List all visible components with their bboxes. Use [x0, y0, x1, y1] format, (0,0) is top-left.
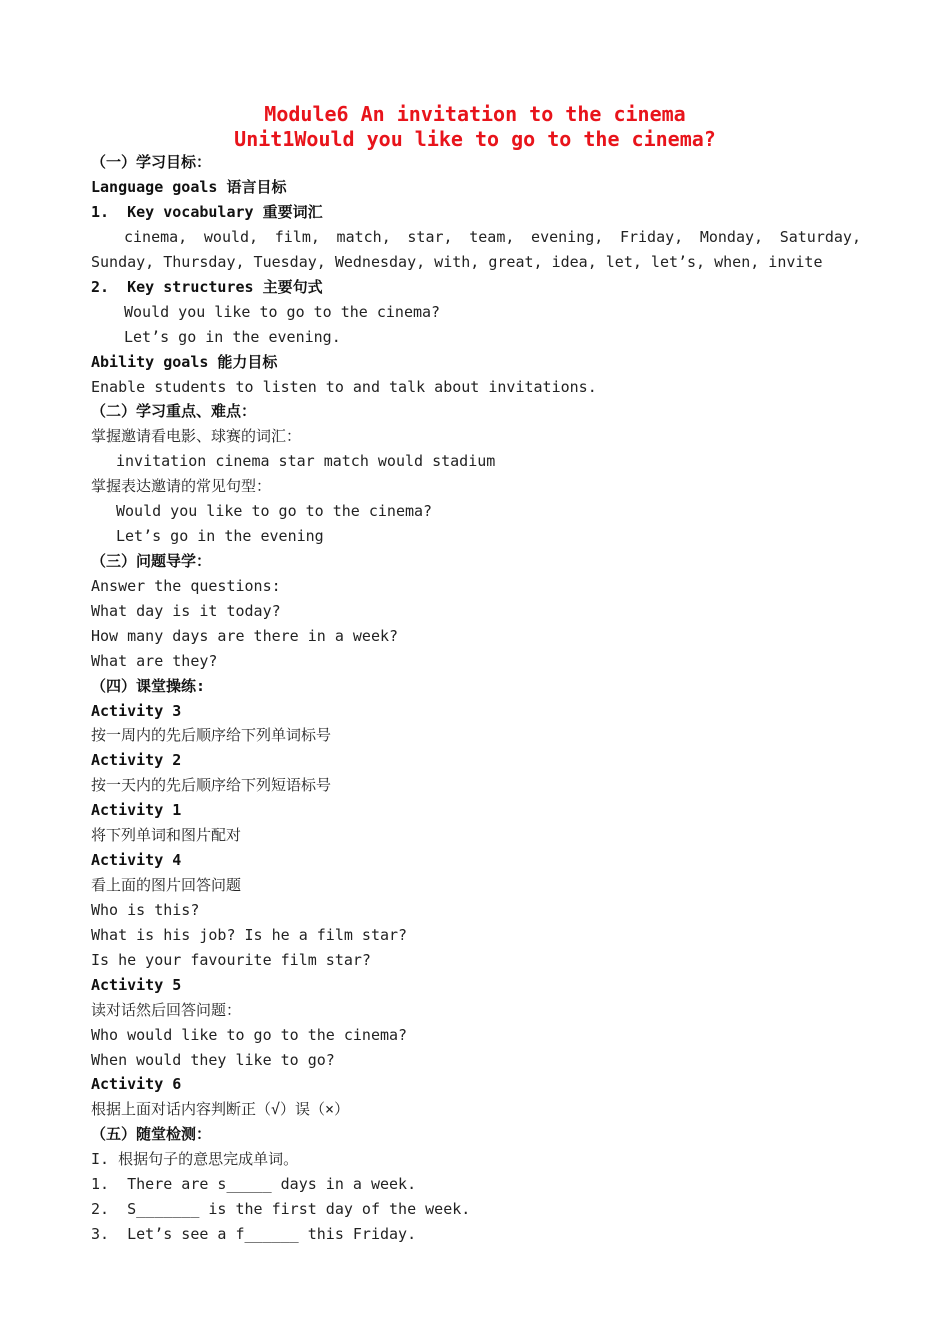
- key-sentence-2: Let’s go in the evening: [116, 527, 324, 545]
- ability-goals-heading: Ability goals 能力目标: [91, 353, 278, 371]
- section-2-heading: （二）学习重点、难点：: [91, 402, 257, 420]
- activity-2-heading: Activity 2: [91, 751, 182, 769]
- key-sentences-intro: 掌握表达邀请的常见句型：: [91, 477, 272, 495]
- activity-3-heading: Activity 3: [91, 702, 182, 720]
- activity-5-text: 读对话然后回答问题：: [91, 1001, 242, 1019]
- activity-6-text: 根据上面对话内容判断正（√）误（×）: [91, 1100, 350, 1118]
- question-1: What day is it today?: [91, 602, 281, 620]
- activity-4-heading: Activity 4: [91, 851, 182, 869]
- activity-5-question-1: Who would like to go to the cinema?: [91, 1026, 408, 1044]
- exercise-item-3: 3. Let’s see a f______ this Friday.: [91, 1225, 417, 1243]
- activity-3-text: 按一周内的先后顺序给下列单词标号: [91, 726, 332, 744]
- activity-4-question-3: Is he your favourite film star?: [91, 951, 371, 969]
- module-title: Module6 An invitation to the cinema: [264, 102, 686, 126]
- activity-4-question-1: Who is this?: [91, 901, 200, 919]
- vocabulary-heading: 1. Key vocabulary 重要词汇: [91, 203, 323, 221]
- section-3-heading: （三）问题导学：: [91, 552, 212, 570]
- question-2: How many days are there in a week?: [91, 627, 399, 645]
- question-3: What are they?: [91, 652, 218, 670]
- activity-6-heading: Activity 6: [91, 1075, 182, 1093]
- activity-5-heading: Activity 5: [91, 976, 182, 994]
- activity-5-question-2: When would they like to go?: [91, 1051, 335, 1069]
- section-1-heading: （一）学习目标：: [91, 153, 212, 171]
- key-vocab-words: invitation cinema star match would stadium: [116, 452, 496, 470]
- exercise-item-1: 1. There are s_____ days in a week.: [91, 1175, 417, 1193]
- section-4-heading: （四）课堂操练:: [91, 677, 206, 695]
- question-intro: Answer the questions:: [91, 577, 281, 595]
- activity-2-text: 按一天内的先后顺序给下列短语标号: [91, 776, 332, 794]
- exercise-part-1: I. 根据句子的意思完成单词。: [91, 1150, 299, 1168]
- vocabulary-text: cinema, would, film, match, star, team, evening, Friday, Monday, Saturday, Sunday, Thursday, Tuesday, Wednesday, with, great, idea, let, let’s, when, invite: [91, 228, 861, 271]
- ability-goals-text: Enable students to listen to and talk about invitations.: [91, 378, 597, 396]
- unit-title: Unit1Would you like to go to the cinema?: [234, 127, 716, 151]
- key-sentence-1: Would you like to go to the cinema?: [116, 502, 433, 520]
- activity-4-text: 看上面的图片回答问题: [91, 876, 242, 894]
- activity-1-heading: Activity 1: [91, 801, 182, 819]
- structures-heading: 2. Key structures 主要句式: [91, 278, 323, 296]
- language-goals-heading: Language goals 语言目标: [91, 178, 287, 196]
- structure-sentence-1: Would you like to go to the cinema?: [124, 303, 441, 321]
- key-vocab-intro: 掌握邀请看电影、球赛的词汇：: [91, 427, 302, 445]
- activity-4-question-2: What is his job? Is he a film star?: [91, 926, 408, 944]
- vocabulary-list: [91, 225, 861, 275]
- exercise-item-2: 2. S_______ is the first day of the week.: [91, 1200, 471, 1218]
- structure-sentence-2: Let’s go in the evening.: [124, 328, 341, 346]
- activity-1-text: 将下列单词和图片配对: [91, 826, 242, 844]
- section-5-heading: （五）随堂检测：: [91, 1125, 212, 1143]
